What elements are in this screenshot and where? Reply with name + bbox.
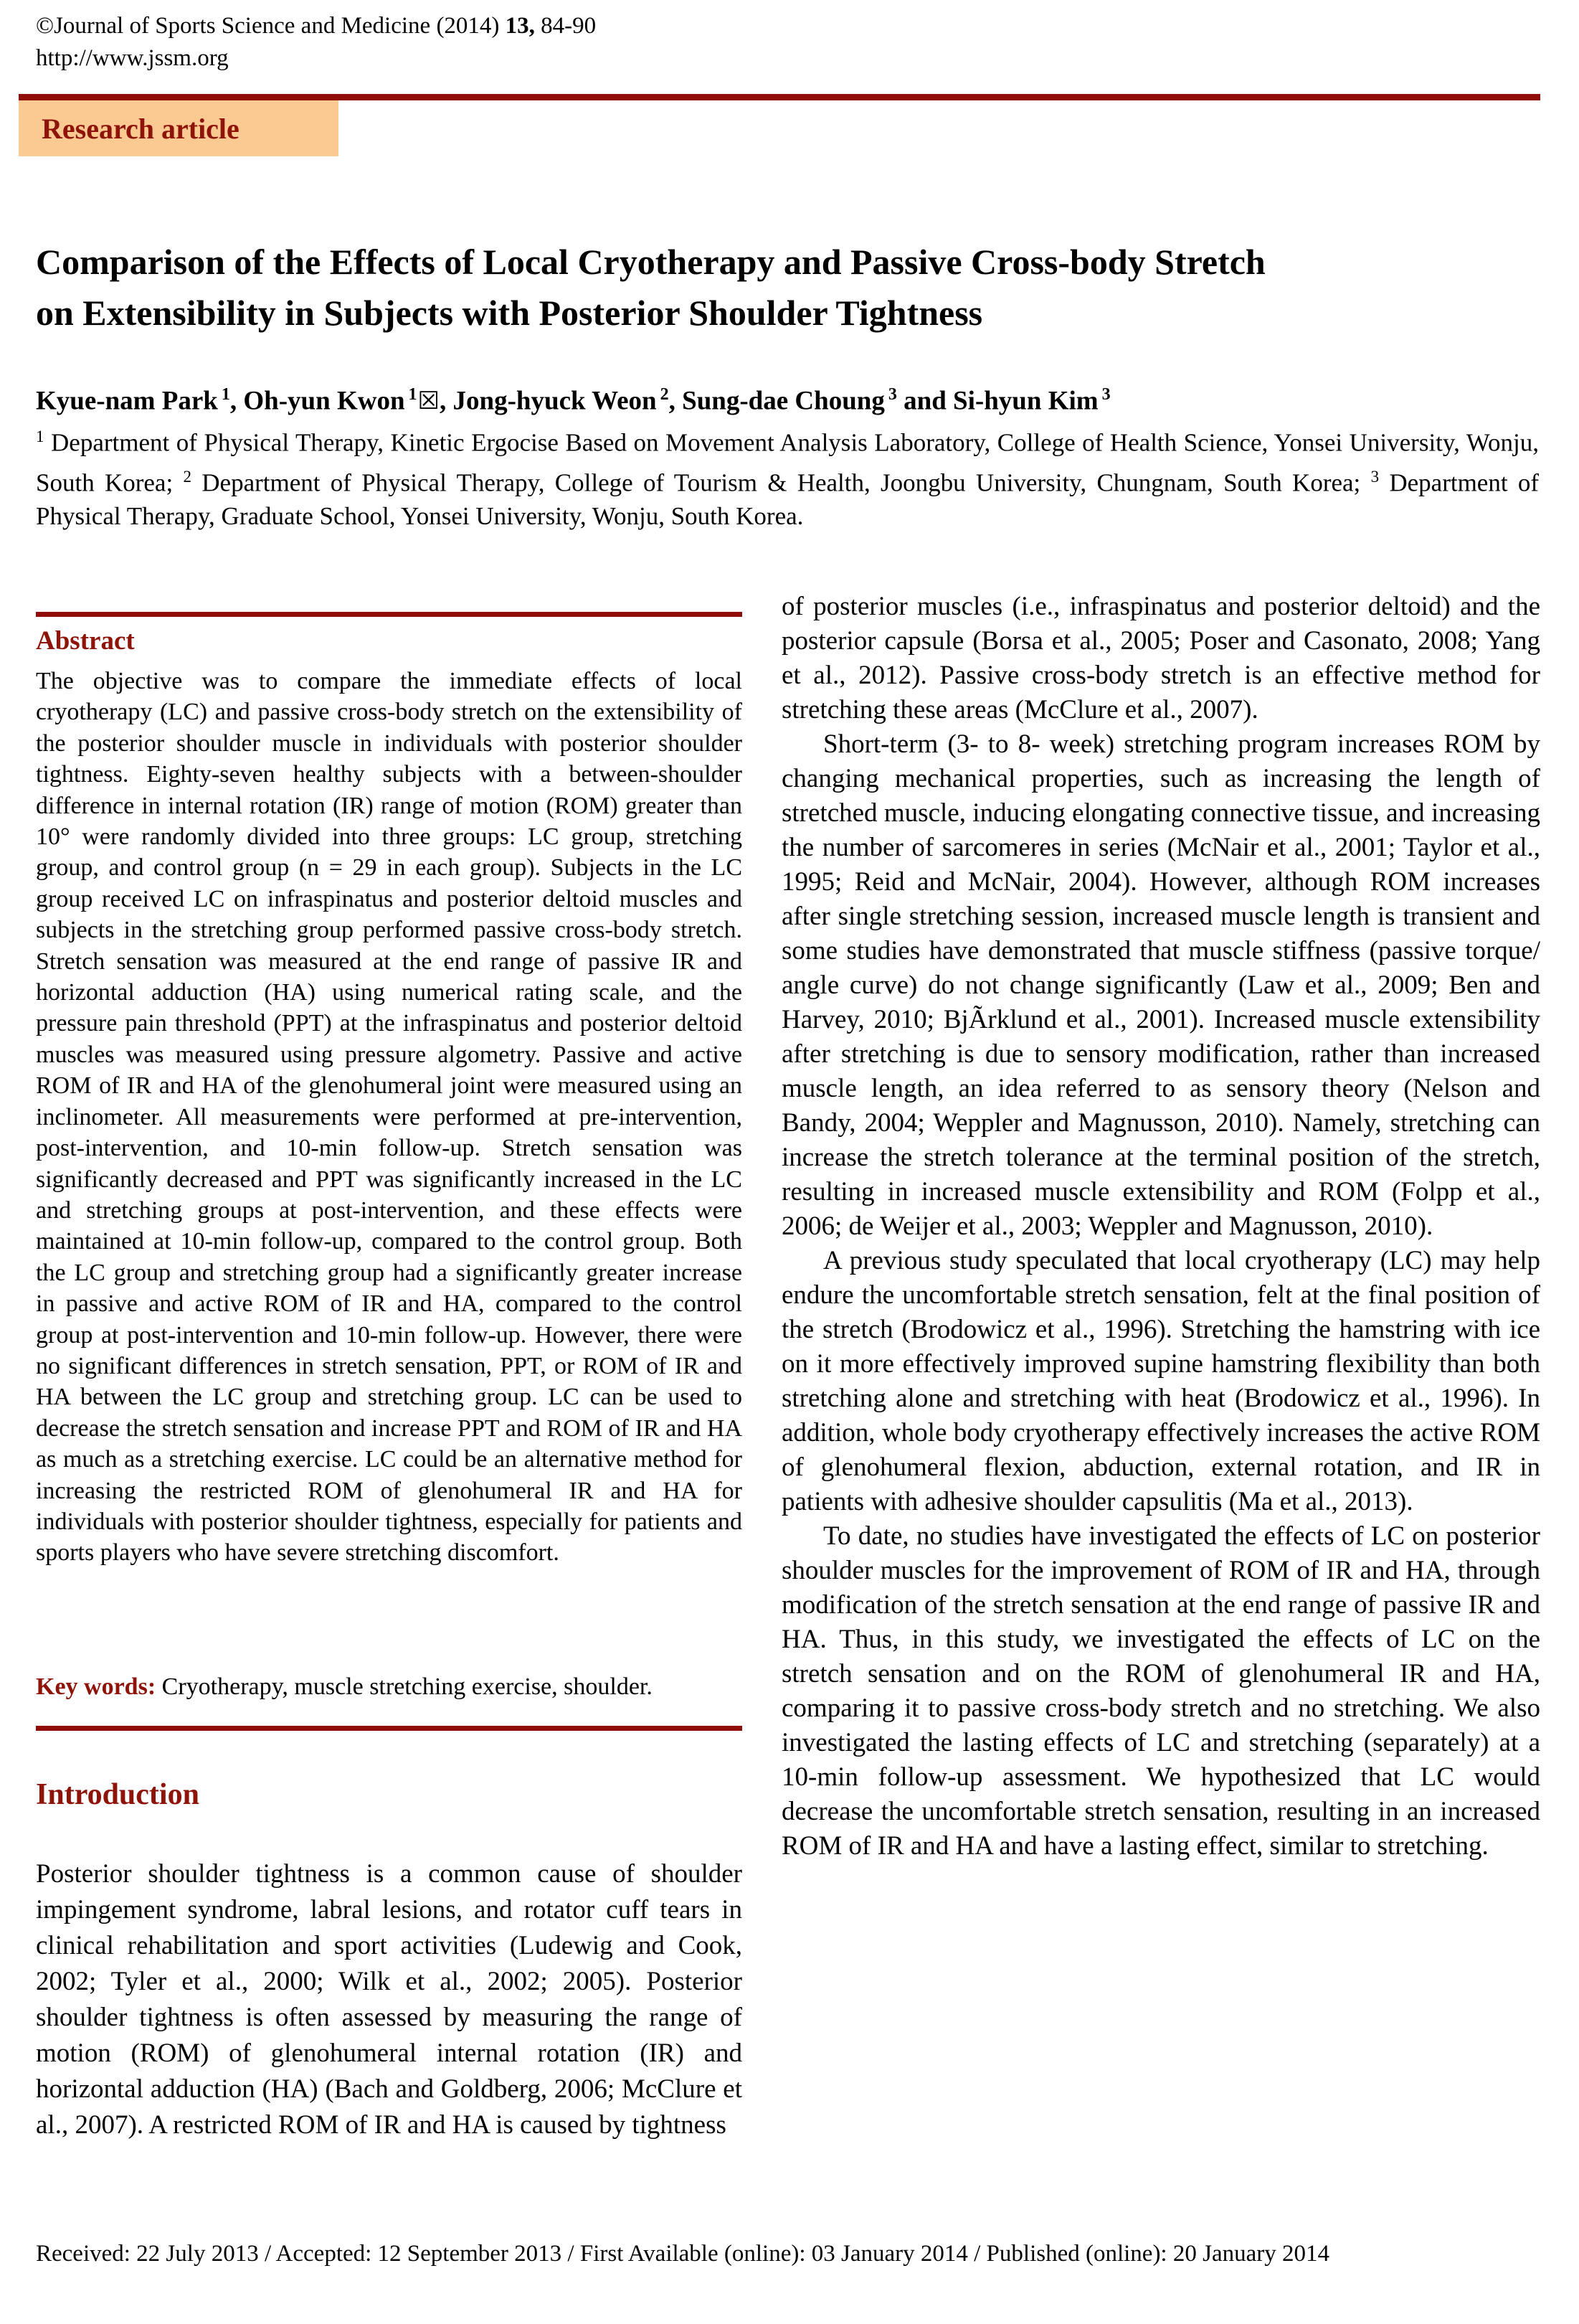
authors-line: Kyue-nam Park $^1$, Oh-yun Kwon $^1$☒, Jong-hyuck Weon $^2$, Sung-dae Choung $^3$ and Si-hyun Kim $^3$ xyxy=(36,385,1111,416)
introduction-text: Posterior shoulder tightness is a common cause of shoulder impingement syndrome, labral lesions, and rotator cuff tears in clinical rehabilitation and sport activities (Ludewig and Cook, 2002; Tyler et al., 2000; Wilk et al., 2002; 2005). Posterior shoulder tightness is often assessed by measuring the range of motion (ROM) of glenohumeral internal rotation (IR) and horizontal adduction (HA) (Bach and Goldberg, 2006; McClure et al., 2007). A restricted ROM of IR and HA is caused by tightness xyxy=(36,1859,742,2140)
body-paragraph: A previous study speculated that local cryotherapy (LC) may help endure the uncomfortable stretch sensation, felt at the final position of the stretch (Brodowicz et al., 1996). Stretching the hamstring with ice on it more effectively improved supine hamstring flexibility than both stretching alone and stretching with heat (Brodowicz et al., 1996). In addition, whole body cryotherapy effectively increases the active ROM of glenohumeral flexion, abduction, external rotation, and IR in patients with adhesive shoulder capsulitis (Ma et al., 2013). xyxy=(782,1246,1540,1516)
journal-url: http://www.jssm.org xyxy=(36,45,229,71)
article-type-badge xyxy=(19,100,338,156)
author-affiliation-number: 2 xyxy=(660,385,669,404)
introduction-heading: Introduction xyxy=(36,1778,199,1811)
article-type-label: Research article xyxy=(42,112,240,145)
body-paragraph: Short-term (3- to 8- week) stretching program increases ROM by changing mechanical properties, such as increasing the length of stretched muscle, inducing elongating connective tissue, and increasing the number of sarcomeres in series (McNair et al., 2001; Taylor et al., 1995; Reid and McNair, 2004). However, although ROM increases after single stretching session, increased muscle length is transient and some studies have demonstrated that muscle stiffness (passive torque/ angle curve) do not change significantly (Law et al., 2009; Ben and Harvey, 2010; BjÃrklund et al., 2001). Increased muscle extensibility after stretching is due to sensory modification, rather than increased muscle length, an idea referred to as sensory theory (Nelson and Bandy, 2004; Weppler and Magnusson, 2010). Namely, stretching can increase the stretch tolerance at the terminal position of the stretch, resulting in increased muscle extensibility and ROM (Folpp et al., 2006; de Weijer et al., 2003; Weppler and Magnusson, 2010). xyxy=(782,729,1540,1241)
affiliation-number: 3 xyxy=(1370,467,1380,486)
volume-number: 13, xyxy=(505,13,535,39)
author-name: Jong-hyuck Weon xyxy=(452,386,657,416)
email-icon: ☒ xyxy=(417,387,440,416)
author-affiliation-number: 3 xyxy=(888,385,897,404)
keywords-line xyxy=(36,1671,742,1703)
body-paragraph: of posterior muscles (i.e., infraspinatus and posterior deltoid) and the posterior capsule (Borsa et al., 2005; Poser and Casonato, 2008; Yang et al., 2012). Passive cross-body stretch is an effective method for stretching these areas (McClure et al., 2007). xyxy=(782,592,1540,724)
author-name: Oh-yun Kwon xyxy=(243,386,405,416)
author-affiliation-number: 1 xyxy=(408,385,417,404)
received-accepted-line: Received: 22 July 2013 / Accepted: 12 September 2013 / First Available (online): 03 January 2014 / Published (online): 20 January 2014 xyxy=(36,2241,1329,2267)
abstract-heading: Abstract xyxy=(36,626,135,656)
affiliations: $^1$ Department of Physical Therapy, Kinetic Ergocise Based on Movement Analysis Laboratory, College of Health Science, Yonsei University, Wonju, South Korea; $^2$ Department of Physical Therapy, College of Tourism & Health, Joongbu University, Chungnam, South Korea; $^3$ Department of Physical Therapy, Graduate School, Yonsei University, Wonju, South Korea. xyxy=(36,428,1539,531)
right-column xyxy=(782,590,1540,1864)
affiliation-number: 2 xyxy=(183,467,191,486)
author-affiliation-number: 3 xyxy=(1101,385,1111,404)
affiliation-number: 1 xyxy=(36,428,44,445)
keywords-text: Cryotherapy, muscle stretching exercise, shoulder. xyxy=(156,1673,653,1700)
article-title-line2: on Extensibility in Subjects with Posterior Shoulder Tightness xyxy=(36,293,983,333)
keywords-label: Key words: xyxy=(36,1673,156,1700)
copyright-text: ©Journal of Sports Science and Medicine (2014) xyxy=(36,13,506,39)
author-name: Si-hyun Kim xyxy=(953,386,1099,416)
abstract-text: The objective was to compare the immediate effects of local cryotherapy (LC) and passive cross-body stretch on the extensibility of the posterior shoulder muscle in individuals with posterior shoulder tightness. Eighty-seven healthy subjects with a between-shoulder difference in internal rotation (IR) range of motion (ROM) greater than 10° were randomly divided into three groups: LC group, stretching group, and control group (n = 29 in each group). Subjects in the LC group received LC on infraspinatus and posterior deltoid muscles and subjects in the stretching group performed passive cross-body stretch. Stretch sensation was measured at the end range of passive IR and horizontal adduction (HA) using numerical rating scale, and the pressure pain threshold (PPT) at the infraspinatus and posterior deltoid muscles was measured using pressure algometry. Passive and active ROM of IR and HA of the glenohumeral joint were measured using an inclinometer. All measurements were performed at pre-intervention, post-intervention, and 10-min follow-up. Stretch sensation was significantly decreased and PPT was significantly increased in the LC and stretching groups at post-intervention, and these effects were maintained at 10-min follow-up, compared to the control group. Both the LC group and stretching group had a significantly greater increase in passive and active ROM of IR and HA, compared to the control group at post-intervention and 10-min follow-up. However, there were no significant differences in stretch sensation, PPT, or ROM of IR and HA between the LC group and stretching group. LC can be used to decrease the stretch sensation and increase PPT and ROM of IR and HA as much as a stretching exercise. LC could be an alternative method for increasing the restricted ROM of glenohumeral IR and HA for individuals with posterior shoulder tightness, especially for patients and sports players who have severe stretching discomfort. xyxy=(36,668,742,1567)
abstract-rule xyxy=(36,612,742,617)
header-rule xyxy=(19,94,1540,100)
author-affiliation-number: 1 xyxy=(221,385,230,404)
author-name: Kyue-nam Park xyxy=(36,386,218,416)
keywords-rule xyxy=(36,1726,742,1731)
body-paragraph: To date, no studies have investigated the effects of LC on posterior shoulder muscles for the improvement of ROM of IR and HA, through modification of the stretch sensation at the end range of passive IR and HA. Thus, in this study, we investigated the effects of LC on the stretch sensation and on the ROM of glenohumeral IR and HA, comparing it to passive cross-body stretch and no stretching. We also investigated the lasting effects of LC and stretching (separately) at a 10-min follow-up assessment. We hypothesized that LC would decrease the uncomfortable stretch sensation, resulting in an increased ROM of IR and HA and have a lasting effect, similar to stretching. xyxy=(782,1521,1540,1861)
author-name: Sung-dae Choung xyxy=(682,386,885,416)
page-range: 84-90 xyxy=(534,13,597,39)
journal-header xyxy=(36,10,596,75)
article-title-line1: Comparison of the Effects of Local Cryotherapy and Passive Cross-body Stretch xyxy=(36,242,1266,282)
article-title xyxy=(36,237,1535,339)
copyright-line xyxy=(36,10,596,42)
